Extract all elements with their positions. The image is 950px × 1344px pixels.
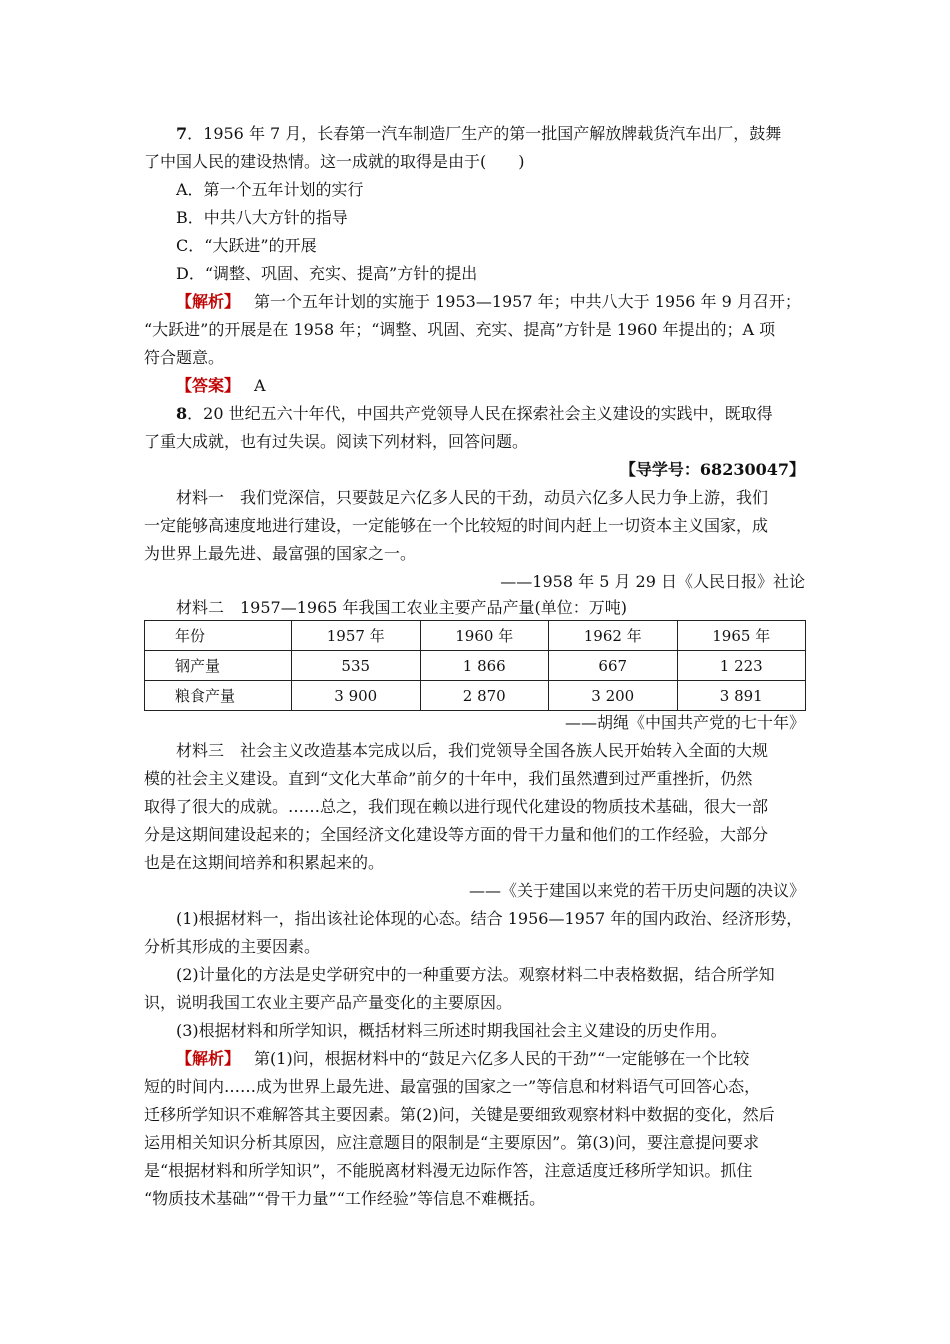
sub-question-2-line-2: 识，说明我国工农业主要产品产量变化的主要原因。 [144,993,513,1012]
q7-number: 7 [176,124,188,143]
table-cell: 粮食产量 [145,681,292,711]
material-1-source: ——1958 年 5 月 29 日《人民日报》社论 [500,572,805,591]
material-3-line-2: 模的社会主义建设。直到“文化大革命”前夕的十年中，我们虽然遭到过严重挫折，仍然 [144,769,753,788]
material-3-line-5: 也是在这期间培养和积累起来的。 [144,853,385,872]
q8-analysis-tag: 【解析】 [176,1049,241,1068]
guide-number: 【导学号：68230047】 [619,460,805,479]
q7-option-d: D．“调整、巩固、充实、提高”方针的提出 [176,264,478,283]
q7-analysis-line-2: “大跃进”的开展是在 1958 年；“调整、巩固、充实、提高”方针是 1960 年提出的；A 项 [144,320,776,339]
q7-answer-tag: 【答案】 [176,376,241,395]
q7-analysis-line-1: 【解析】 第一个五年计划的实施于 1953—1957 年；中共八大于 1956 年 9 月召开； [176,292,801,311]
table-row [145,681,806,711]
table-cell: 1 223 [677,651,806,681]
q7-answer-line [176,375,266,397]
table-header-cell: 1960 年 [420,621,549,651]
material-1-line-3: 为世界上最先进、最富强的国家之一。 [144,544,417,563]
table-cell: 3 891 [677,681,806,711]
table-header-cell: 年份 [145,621,292,651]
q7-option-c: C．“大跃进”的开展 [176,236,317,255]
table-header-row [145,621,806,651]
table-cell: 钢产量 [145,651,292,681]
material-2-source: ——胡绳《中国共产党的七十年》 [564,713,805,732]
table-cell: 1 866 [420,651,549,681]
q7-analysis-tag: 【解析】 [176,292,241,311]
q8-stem-line-1: 8．20 世纪五六十年代，中国共产党领导人民在探索社会主义建设的实践中，既取得 [176,404,773,423]
sub-question-1-line-1: (1)根据材料一，指出该社论体现的心态。结合 1956—1957 年的国内政治、经济形势， [176,909,803,928]
q7-stem-line-1: 7．1956 年 7 月，长春第一汽车制造厂生产的第一批国产解放牌载货汽车出厂，鼓舞 [176,124,782,143]
table-cell: 667 [549,651,678,681]
q7-analysis-line-3: 符合题意。 [144,348,225,367]
material-3-line-3: 取得了很大的成就。……总之，我们现在赖以进行现代化建设的物质技术基础，很大一部 [144,797,769,816]
q8-stem-line-2: 了重大成就，也有过失误。阅读下列材料，回答问题。 [144,432,529,451]
table-cell: 2 870 [420,681,549,711]
q7-stem-line-2: 了中国人民的建设热情。这一成就的取得是由于( ) [144,152,525,171]
q8-analysis-line-4: 运用相关知识分析其原因，应注意题目的限制是“主要原因”。第(3)问，要注意提问要求 [144,1133,760,1152]
table-cell: 3 900 [292,681,421,711]
q8-analysis-line-6: “物质技术基础”“骨干力量”“工作经验”等信息不难概括。 [144,1189,546,1208]
table-header-cell: 1965 年 [677,621,806,651]
sub-question-2-line-1: (2)计量化的方法是史学研究中的一种重要方法。观察材料二中表格数据，结合所学知 [176,965,775,984]
material-3-source: ——《关于建国以来党的若干历史问题的决议》 [468,881,805,900]
q8-analysis-line-3: 迁移所学知识不难解答其主要因素。第(2)问，关键是要细致观察材料中数据的变化，然后 [144,1105,775,1124]
material-1-line-1: 材料一 我们党深信，只要鼓足六亿多人民的干劲，动员六亿多人民力争上游，我们 [176,488,769,507]
q7-option-b: B．中共八大方针的指导 [176,208,348,227]
q8-analysis-line-5: 是“根据材料和所学知识”，不能脱离材料漫无边际作答，注意适度迁移所学知识。抓住 [144,1161,753,1180]
material-3-line-4: 分是这期间建设起来的；全国经济文化建设等方面的骨干力量和他们的工作经验，大部分 [144,825,769,844]
q8-analysis-line-1: 【解析】 第(1)问，根据材料中的“鼓足六亿多人民的干劲”“一定能够在一个比较 [176,1049,750,1068]
table-row [145,651,806,681]
q7-answer: A [254,376,266,395]
material-3-line-1: 材料三 社会主义改造基本完成以后，我们党领导全国各族人民开始转入全面的大规 [176,741,769,760]
sub-question-1-line-2: 分析其形成的主要因素。 [144,937,321,956]
material-2-title: 材料二 1957—1965 年我国工农业主要产品产量(单位：万吨) [176,598,628,617]
q8-number: 8 [176,404,188,423]
sub-question-3: (3)根据材料和所学知识，概括材料三所述时期我国社会主义建设的历史作用。 [176,1021,727,1040]
material-1-line-2: 一定能够高速度地进行建设，一定能够在一个比较短的时间内赶上一切资本主义国家，成 [144,516,769,535]
q7-option-a: A．第一个五年计划的实行 [176,180,364,199]
table-cell: 535 [292,651,421,681]
production-table [144,620,806,711]
table-header-cell: 1962 年 [549,621,678,651]
q8-analysis-line-2: 短的时间内……成为世界上最先进、最富强的国家之一”等信息和材料语气可回答心态， [144,1077,761,1096]
table-header-cell: 1957 年 [292,621,421,651]
table-cell: 3 200 [549,681,678,711]
